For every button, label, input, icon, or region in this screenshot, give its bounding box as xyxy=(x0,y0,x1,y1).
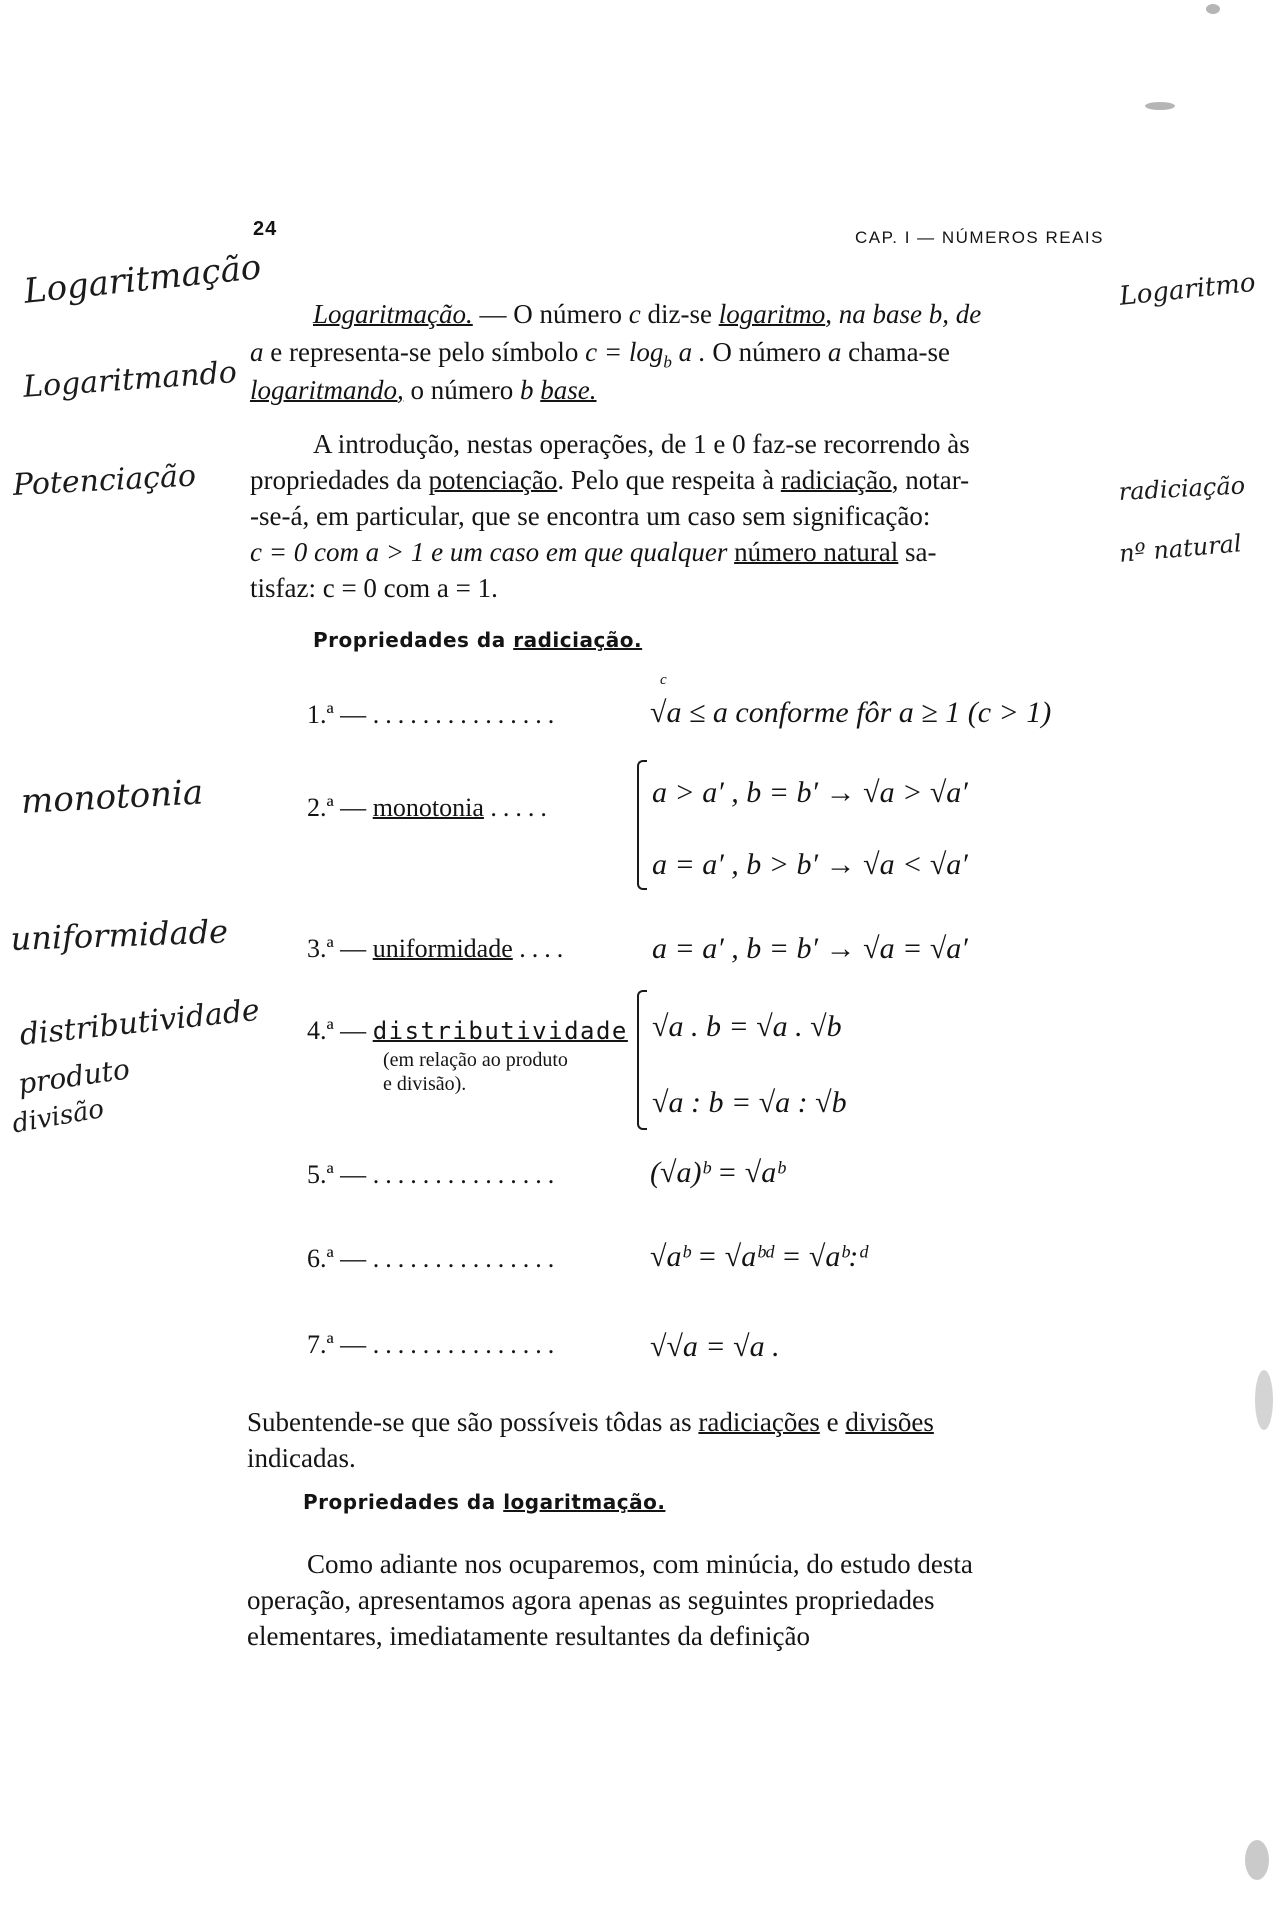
text: chama-se xyxy=(841,337,951,367)
logaritmacao-definition-line3 xyxy=(250,372,1100,408)
rule-5-label xyxy=(307,1160,560,1190)
logaritmacao-paragraph xyxy=(247,1546,1107,1654)
heading-term: logaritmação. xyxy=(503,1490,666,1514)
text: o número xyxy=(403,375,520,405)
term-logaritmo: logaritmo xyxy=(718,299,826,329)
rule-number: 5.ª — xyxy=(307,1160,367,1189)
root-index: c xyxy=(660,672,667,688)
rule-number: 7.ª — xyxy=(307,1330,367,1359)
term-potenciacao: potenciação xyxy=(428,465,558,495)
heading-text: Propriedades da xyxy=(303,1490,504,1514)
margin-note-distributividade: distributividade xyxy=(18,992,262,1053)
rule-2-formula-2: a = a′ , b > b′ → √a < √a′ xyxy=(652,848,968,881)
rule-number: 1.ª — xyxy=(307,700,367,729)
leader-dots: ............... xyxy=(372,700,561,729)
rule-4-brace xyxy=(637,990,647,1130)
text: diz-se xyxy=(640,299,719,329)
term-logaritmacao: Logaritmação. xyxy=(313,299,473,329)
section-heading-logaritmacao xyxy=(303,1490,665,1514)
rule-name-monotonia: monotonia xyxy=(372,793,484,822)
text: . Pelo que respeita à xyxy=(557,465,781,495)
chapter-header: CAP. I — NÚMEROS REAIS xyxy=(854,228,1104,247)
margin-note-produto: produto xyxy=(16,1052,132,1101)
scan-speck xyxy=(1145,102,1175,110)
rule-6-label xyxy=(307,1244,560,1274)
rule-1-formula: √a ≤ a conforme fôr a ≥ 1 (c > 1) xyxy=(650,696,1052,729)
formula-log-base: b xyxy=(663,352,672,372)
text: Subentende-se que são possíveis tôdas as xyxy=(247,1407,699,1437)
margin-note-radiciacao: radiciação xyxy=(1118,471,1246,506)
rule-4-note-line-1: (em relação ao produto xyxy=(383,1049,568,1071)
var-b: b xyxy=(520,375,534,405)
rule-4-formula-1: √a . b = √a . √b xyxy=(652,1010,842,1043)
var-b: b xyxy=(928,299,943,329)
rule-7-label xyxy=(307,1330,560,1360)
logaritmacao-line-1: Como adiante nos ocuparemos, com minúcia, do estudo desta xyxy=(307,1549,973,1579)
term-divisoes: divisões xyxy=(845,1407,934,1437)
leader-dots: ............... xyxy=(372,1330,561,1359)
rule-5-formula: (√a)ᵇ = √aᵇ xyxy=(650,1156,785,1189)
var-a: a xyxy=(827,337,842,367)
margin-note-potenciacao: Potenciação xyxy=(12,458,197,503)
rule-number: 3.ª — xyxy=(307,934,373,963)
margin-note-numero-natural: nº natural xyxy=(1118,529,1243,568)
rule-3-formula: a = a′ , b = b′ → √a = √a′ xyxy=(652,932,968,965)
section-heading-radiciacao xyxy=(313,628,642,652)
leader-dots: ............... xyxy=(372,1160,561,1189)
rule-name-uniformidade: uniformidade xyxy=(372,934,513,963)
scan-speck xyxy=(1255,1370,1273,1430)
var-a: a . xyxy=(671,337,706,367)
var-a: a xyxy=(250,337,264,367)
formula-log: c = log xyxy=(585,337,664,367)
intro-line-3: -se-á, em particular, que se encontra um caso sem significação: xyxy=(250,501,931,531)
margin-note-logaritmando: Logaritmando xyxy=(22,355,238,405)
var-c: c xyxy=(628,299,641,329)
intro-line-2 xyxy=(250,462,1110,498)
rule-2-formula-1: a > a′ , b = b′ → √a > √a′ xyxy=(652,776,968,809)
text: propriedades da xyxy=(250,465,429,495)
logaritmacao-definition xyxy=(313,296,1113,332)
margin-note-uniformidade: uniformidade xyxy=(10,912,229,958)
rule-number: 6.ª — xyxy=(307,1244,367,1273)
leader-dots: ..... xyxy=(490,793,553,822)
rule-1-label xyxy=(307,700,560,730)
leader-dots: .... xyxy=(519,934,570,963)
intro-paragraph xyxy=(250,426,1110,606)
logaritmacao-line-2: operação, apresentamos agora apenas as seguintes propriedades xyxy=(247,1585,935,1615)
intro-line-5: tisfaz: c = 0 com a = 1. xyxy=(250,573,498,603)
term-logaritmando: logaritmando, xyxy=(250,375,404,405)
scan-speck xyxy=(1245,1840,1269,1880)
text: , notar- xyxy=(891,465,970,495)
rule-name-distributividade: distributividade xyxy=(372,1017,628,1045)
closing-note xyxy=(247,1404,1107,1476)
heading-text: Propriedades da xyxy=(313,628,514,652)
term-radiciacoes: radiciações xyxy=(698,1407,820,1437)
term-numero-natural: número natural xyxy=(734,537,899,567)
text: e representa-se pelo símbolo xyxy=(263,337,586,367)
margin-note-monotonia: monotonia xyxy=(20,772,205,822)
text: sa- xyxy=(898,537,937,567)
closing-line-2: indicadas. xyxy=(247,1443,356,1473)
intro-line-1: A introdução, nestas operações, de 1 e 0 faz-se recorrendo às xyxy=(313,429,970,459)
margin-note-logaritmacao: Logaritmação xyxy=(22,247,264,312)
rule-number: 2.ª — xyxy=(307,793,373,822)
text: , na base xyxy=(825,299,929,329)
text: O número xyxy=(705,337,828,367)
intro-line-4 xyxy=(250,534,1110,570)
rule-4-formula-2: √a : b = √a : √b xyxy=(652,1086,847,1119)
rule-4-label xyxy=(307,1016,628,1046)
text: e xyxy=(819,1407,846,1437)
rule-7-formula: √√a = √a . xyxy=(650,1330,780,1363)
closing-line-1 xyxy=(247,1404,1107,1440)
text: — O número xyxy=(472,299,629,329)
margin-note-divisao: divisão xyxy=(10,1093,107,1140)
rule-2-brace xyxy=(637,760,647,890)
logaritmacao-line-3: elementares, imediatamente resultantes da definição xyxy=(247,1621,810,1651)
text: c = 0 com a > 1 e um caso em que qualquer xyxy=(250,537,735,567)
leader-dots: ............... xyxy=(372,1244,561,1273)
rule-2-label xyxy=(307,793,553,823)
page-number: 24 xyxy=(253,218,278,240)
heading-term: radiciação. xyxy=(513,628,643,652)
scan-speck xyxy=(1206,4,1220,14)
term-radiciacao: radiciação xyxy=(780,465,892,495)
term-base: base. xyxy=(540,375,597,405)
rule-4-note xyxy=(383,1048,568,1096)
rule-3-label xyxy=(307,934,569,964)
margin-note-logaritmo: Logaritmo xyxy=(1118,267,1257,312)
rule-4-note-line-2: e divisão). xyxy=(383,1073,467,1095)
text: , de xyxy=(942,299,982,329)
rule-6-formula: √aᵇ = √aᵇᵈ = √aᵇ:ᵈ xyxy=(650,1240,868,1273)
rule-number: 4.ª — xyxy=(307,1016,373,1045)
